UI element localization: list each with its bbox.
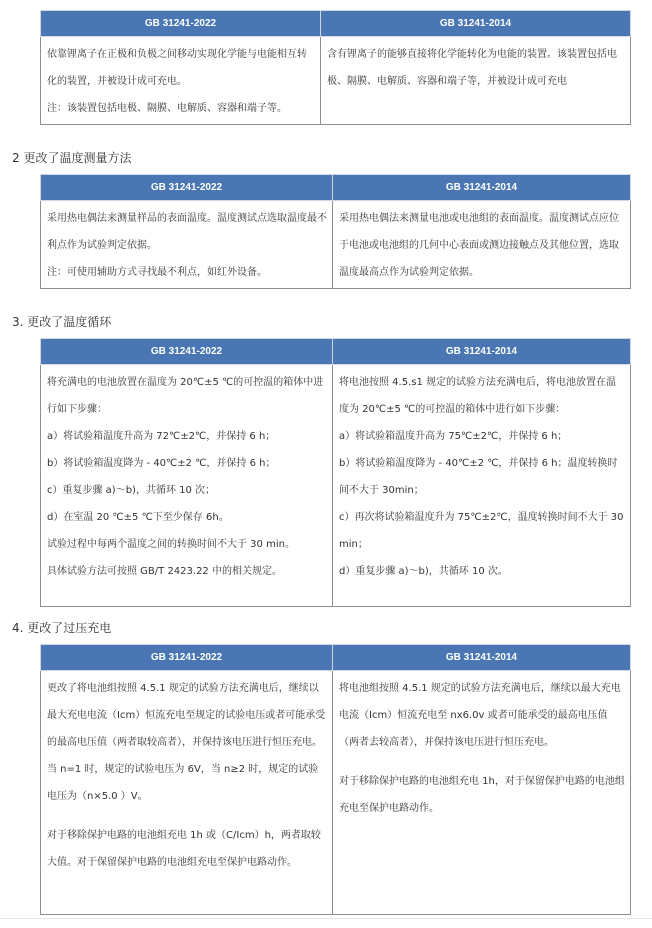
header-new-standard: GB 31241-2022 <box>41 175 333 201</box>
paragraph: a）将试验箱温度升高为 72℃±2℃，并保持 6 h； <box>47 431 276 442</box>
paragraph: 含有锂离子的能够直接将化学能转化为电能的装置。该装置包括电极、隔膜、电解质、容器和端子等，并被设计成可充电 <box>327 49 617 87</box>
paragraph: 注：可使用辅助方式寻找最不利点，如红外设备。 <box>47 267 267 278</box>
header-new-standard: GB 31241-2022 <box>41 645 333 671</box>
cell-new-standard <box>41 671 333 915</box>
section-title: 2 更改了温度测量方法 <box>12 151 132 165</box>
header-old-standard: GB 31241-2014 <box>333 339 631 365</box>
cell-old-standard <box>321 37 631 125</box>
comparison-table-3 <box>40 338 631 607</box>
paragraph: b）将试验箱温度降为 - 40℃±2 ℃，并保持 6 h；温度转换时间不大于 30min； <box>339 458 618 496</box>
header-old-standard: GB 31241-2014 <box>321 11 631 37</box>
paragraph: 对于移除保护电路的电池组充电 1h，对于保留保护电路的电池组充电至保护电路动作。 <box>339 776 625 814</box>
header-new-standard: GB 31241-2022 <box>41 11 321 37</box>
header-new-standard: GB 31241-2022 <box>41 339 333 365</box>
cell-new-standard <box>41 365 333 607</box>
comparison-table-1 <box>40 10 631 125</box>
paragraph: a）将试验箱温度升高为 75℃±2℃，并保持 6 h； <box>339 431 568 442</box>
page-bottom-divider <box>0 918 652 919</box>
paragraph: c）重复步骤 a)～b)，共循环 10 次； <box>47 485 216 496</box>
paragraph: 试验过程中每两个温度之间的转换时间不大于 30 min。 <box>47 539 295 550</box>
cell-old-standard <box>333 671 631 915</box>
paragraph: b）将试验箱温度降为 - 40℃±2 ℃，并保持 6 h； <box>47 458 276 469</box>
paragraph: 对于移除保护电路的电池组充电 1h 或（C/Icm）h，两者取较大值。对于保留保护电路的电池组充电至保护电路动作。 <box>47 830 321 868</box>
cell-old-standard <box>333 365 631 607</box>
paragraph: 注：该装置包括电极、隔膜、电解质、容器和端子等。 <box>47 103 287 114</box>
paragraph: 将充满电的电池放置在温度为 20℃±5 ℃的可控温的箱体中进行如下步骤： <box>47 377 324 415</box>
header-old-standard: GB 31241-2014 <box>333 175 631 201</box>
header-old-standard: GB 31241-2014 <box>333 645 631 671</box>
comparison-table-2 <box>40 174 631 289</box>
section-title: 4. 更改了过压充电 <box>12 621 112 635</box>
comparison-table-4 <box>40 644 631 915</box>
paragraph: 依靠锂离子在正极和负极之间移动实现化学能与电能相互转化的装置，并被设计成可充电。 <box>47 49 307 87</box>
paragraph: 将电池组按照 4.5.1 规定的试验方法充满电后，继续以最大充电电流（Icm）恒流充电至 nx6.0v 或者可能承受的最高电压值（两者去较高者），并保持该电压进行恒压充电。 <box>339 683 621 748</box>
cell-new-standard <box>41 201 333 289</box>
paragraph: 采用热电偶法来测量电池或电池组的表面温度。温度测试点应位于电池或电池组的几何中心表面或测边接触点及其他位置，选取温度最高点作为试验判定依据。 <box>339 213 619 278</box>
cell-new-standard <box>41 37 321 125</box>
paragraph: 更改了将电池组按照 4.5.1 规定的试验方法充满电后，继续以最大充电电流（Icm）恒流充电至规定的试验电压或者可能承受的最高电压值（两者取较高者），并保持该电压进行恒压充电。当 n=1 时，规定的试验电压为 6V，当 n≥2 时，规定的试验电压为（n×5.0 ）V。 <box>47 683 326 802</box>
paragraph: 采用热电偶法来测量样品的表面温度。温度测试点选取温度最不利点作为试验判定依据。 <box>47 213 327 251</box>
paragraph: c）再次将试验箱温度升为 75℃±2℃，温度转换时间不大于 30min； <box>339 512 624 550</box>
cell-old-standard <box>333 201 631 289</box>
paragraph: d）重复步骤 a)～b)，共循环 10 次。 <box>339 566 508 577</box>
section-title: 3. 更改了温度循环 <box>12 315 112 329</box>
paragraph: 将电池按照 4.5.s1 规定的试验方法充满电后，将电池放置在温度为 20℃±5 ℃的可控温的箱体中进行如下步骤： <box>339 377 617 415</box>
paragraph: d）在室温 20 ℃±5 ℃下至少保存 6h。 <box>47 512 229 523</box>
paragraph: 具体试验方法可按照 GB/T 2423.22 中的相关规定。 <box>47 566 282 577</box>
